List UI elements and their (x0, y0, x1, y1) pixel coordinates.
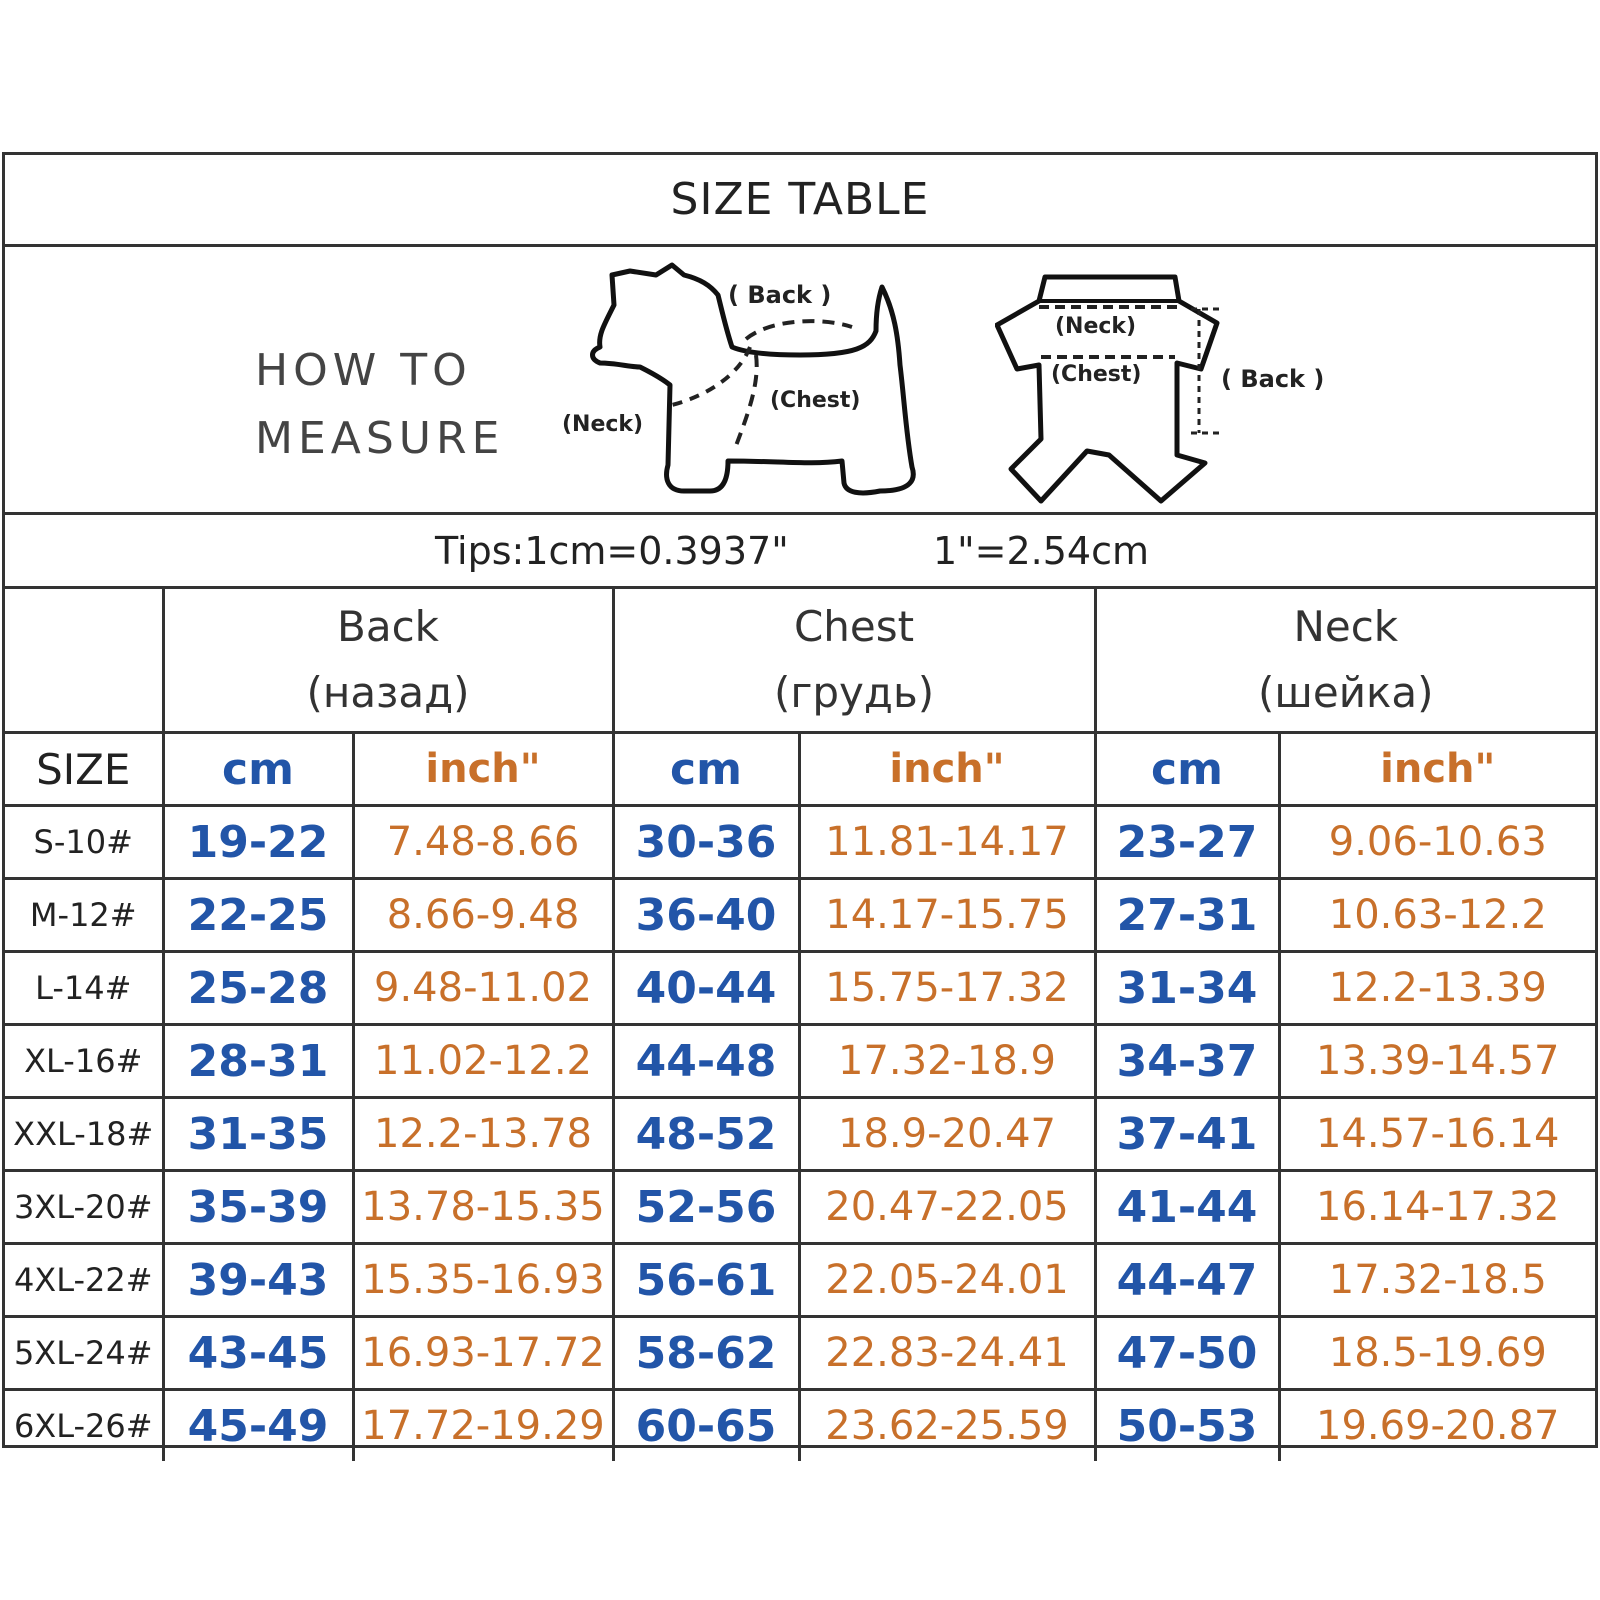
neck-inch-cell: 16.14-17.32 (1279, 1171, 1595, 1244)
back-cm-cell: 25-28 (163, 952, 353, 1025)
garment-measure-diagram (995, 269, 1375, 505)
table-title: SIZE TABLE (5, 155, 1595, 247)
back-cm-cell: 43-45 (163, 1317, 353, 1390)
back-inch-header: inch" (353, 733, 613, 806)
back-inch-cell: 11.02-12.2 (353, 1025, 613, 1098)
neck-inch-cell: 19.69-20.87 (1279, 1390, 1595, 1462)
back-cm-cell: 22-25 (163, 879, 353, 952)
size-cell: 6XL-26# (5, 1390, 163, 1462)
how-to-measure-heading (255, 337, 504, 473)
neck-header-en: Neck (1293, 602, 1399, 651)
dog-chest-label: (Chest) (770, 388, 861, 413)
neck-inch-cell: 17.32-18.5 (1279, 1244, 1595, 1317)
chest-cm-header: cm (613, 733, 799, 806)
chest-group-header (613, 589, 1095, 733)
chest-cm-cell: 44-48 (613, 1025, 799, 1098)
chest-cm-cell: 56-61 (613, 1244, 799, 1317)
back-header-ru: (назад) (306, 668, 470, 717)
size-cell: XL-16# (5, 1025, 163, 1098)
neck-cm-cell: 47-50 (1095, 1317, 1279, 1390)
size-rows (5, 806, 1595, 1462)
size-cell: XXL-18# (5, 1098, 163, 1171)
back-cm-cell: 39-43 (163, 1244, 353, 1317)
chest-inch-cell: 22.83-24.41 (799, 1317, 1095, 1390)
chest-inch-cell: 17.32-18.9 (799, 1025, 1095, 1098)
empty-corner-cell (5, 589, 163, 733)
neck-inch-cell: 18.5-19.69 (1279, 1317, 1595, 1390)
neck-cm-header: cm (1095, 733, 1279, 806)
chest-inch-cell: 20.47-22.05 (799, 1171, 1095, 1244)
neck-group-header (1095, 589, 1595, 733)
chest-inch-header: inch" (799, 733, 1095, 806)
back-cm-header: cm (163, 733, 353, 806)
dog-back-dashed-line (746, 321, 852, 339)
group-header-row (5, 589, 1595, 733)
garment-chest-label: (Chest) (1051, 362, 1142, 387)
back-cm-cell: 45-49 (163, 1390, 353, 1462)
neck-cm-cell: 31-34 (1095, 952, 1279, 1025)
back-inch-cell: 7.48-8.66 (353, 806, 613, 879)
back-inch-cell: 17.72-19.29 (353, 1390, 613, 1462)
neck-inch-cell: 10.63-12.2 (1279, 879, 1595, 952)
table-row (5, 1098, 1595, 1171)
size-column-header: SIZE (5, 733, 163, 806)
chest-cm-cell: 40-44 (613, 952, 799, 1025)
chest-inch-cell: 11.81-14.17 (799, 806, 1095, 879)
size-cell: 3XL-20# (5, 1171, 163, 1244)
neck-cm-cell: 44-47 (1095, 1244, 1279, 1317)
chest-cm-cell: 36-40 (613, 879, 799, 952)
table-row (5, 879, 1595, 952)
chest-inch-cell: 14.17-15.75 (799, 879, 1095, 952)
neck-cm-cell: 23-27 (1095, 806, 1279, 879)
size-cell: S-10# (5, 806, 163, 879)
back-header-en: Back (337, 602, 439, 651)
garment-neck-label: (Neck) (1055, 314, 1137, 339)
back-inch-cell: 9.48-11.02 (353, 952, 613, 1025)
unit-header-row (5, 733, 1595, 806)
conversion-tips-row (5, 515, 1595, 589)
table-row (5, 1317, 1595, 1390)
table-row (5, 952, 1595, 1025)
neck-cm-cell: 27-31 (1095, 879, 1279, 952)
neck-cm-cell: 41-44 (1095, 1171, 1279, 1244)
chest-header-ru: (грудь) (773, 668, 935, 717)
neck-inch-cell: 12.2-13.39 (1279, 952, 1595, 1025)
tips-inch-to-cm: 1"=2.54cm (933, 529, 1150, 573)
chest-cm-cell: 60-65 (613, 1390, 799, 1462)
chest-cm-cell: 58-62 (613, 1317, 799, 1390)
table-row (5, 1025, 1595, 1098)
back-inch-cell: 13.78-15.35 (353, 1171, 613, 1244)
table-row (5, 1171, 1595, 1244)
chest-cm-cell: 48-52 (613, 1098, 799, 1171)
how-to-line-2: MEASURE (255, 413, 505, 464)
neck-cm-cell: 50-53 (1095, 1390, 1279, 1462)
neck-inch-cell: 13.39-14.57 (1279, 1025, 1595, 1098)
back-inch-cell: 8.66-9.48 (353, 879, 613, 952)
dog-neck-label: (Neck) (562, 412, 644, 437)
chest-inch-cell: 23.62-25.59 (799, 1390, 1095, 1462)
table-row (5, 1390, 1595, 1462)
neck-inch-cell: 9.06-10.63 (1279, 806, 1595, 879)
back-cm-cell: 31-35 (163, 1098, 353, 1171)
dog-measure-diagram (560, 255, 945, 511)
garment-outline-icon (997, 277, 1217, 501)
how-to-measure-section (5, 247, 1595, 515)
size-cell: 4XL-22# (5, 1244, 163, 1317)
neck-header-ru: (шейка) (1258, 668, 1434, 717)
size-table-frame (2, 152, 1598, 1452)
chest-inch-cell: 18.9-20.47 (799, 1098, 1095, 1171)
back-inch-cell: 16.93-17.72 (353, 1317, 613, 1390)
chest-inch-cell: 15.75-17.32 (799, 952, 1095, 1025)
how-to-line-1: HOW TO (255, 345, 472, 396)
neck-cm-cell: 37-41 (1095, 1098, 1279, 1171)
size-cell: M-12# (5, 879, 163, 952)
back-group-header (163, 589, 613, 733)
tips-cm-to-inch: Tips:1cm=0.3937" (435, 529, 789, 573)
size-cell: 5XL-24# (5, 1317, 163, 1390)
back-cm-cell: 35-39 (163, 1171, 353, 1244)
chest-cm-cell: 30-36 (613, 806, 799, 879)
back-inch-cell: 12.2-13.78 (353, 1098, 613, 1171)
neck-inch-header: inch" (1279, 733, 1595, 806)
chest-cm-cell: 52-56 (613, 1171, 799, 1244)
neck-cm-cell: 34-37 (1095, 1025, 1279, 1098)
chest-inch-cell: 22.05-24.01 (799, 1244, 1095, 1317)
table-row (5, 1244, 1595, 1317)
dog-neck-dashed-line (672, 347, 750, 405)
dog-back-label: ( Back ) (728, 281, 832, 309)
back-inch-cell: 15.35-16.93 (353, 1244, 613, 1317)
size-chart-table (5, 589, 1595, 1461)
table-row (5, 806, 1595, 879)
size-cell: L-14# (5, 952, 163, 1025)
garment-back-label: ( Back ) (1221, 365, 1325, 393)
back-cm-cell: 19-22 (163, 806, 353, 879)
chest-header-en: Chest (793, 602, 915, 651)
neck-inch-cell: 14.57-16.14 (1279, 1098, 1595, 1171)
back-cm-cell: 28-31 (163, 1025, 353, 1098)
